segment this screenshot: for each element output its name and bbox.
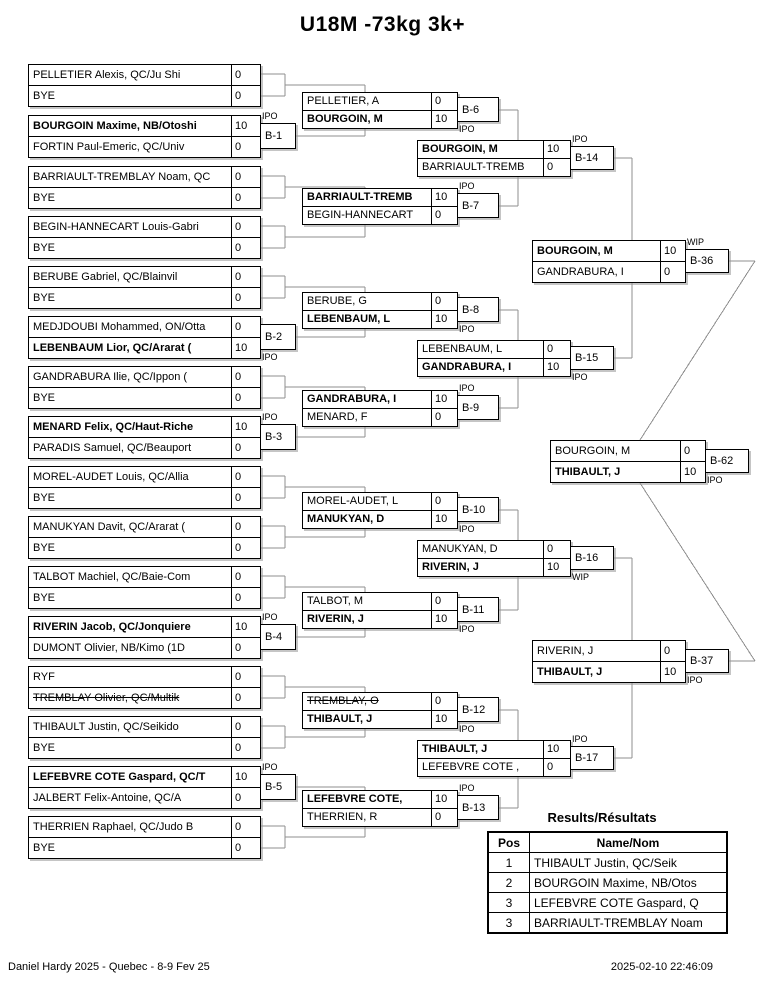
- match-box-round1-7: [28, 366, 261, 409]
- win-method-label: IPO: [572, 734, 588, 744]
- result-row: [488, 893, 727, 913]
- competitor-name: BYE: [33, 842, 56, 854]
- competitor-score: 0: [231, 388, 260, 408]
- match-number: B-36: [690, 255, 714, 267]
- competitor-name: RIVERIN Jacob, QC/Jonquiere: [33, 621, 191, 633]
- competitor-score: 0: [431, 207, 457, 224]
- win-method-label: IPO: [262, 352, 278, 362]
- competitor-score: 0: [231, 188, 260, 208]
- competitor-score: 0: [231, 738, 260, 758]
- competitor-name: TALBOT, M: [307, 595, 364, 607]
- competitor-name: RIVERIN, J: [307, 613, 364, 625]
- competitor-row: [418, 541, 570, 558]
- result-pos: 3: [488, 913, 530, 934]
- footer-timestamp: 2025-02-10 22:46:09: [610, 961, 713, 973]
- competitor-score: 10: [543, 741, 570, 758]
- competitor-score: 0: [431, 293, 457, 310]
- competitor-score: 0: [231, 317, 260, 337]
- competitor-row: [29, 85, 260, 106]
- competitor-score: 10: [660, 241, 685, 261]
- competitor-name: RYF: [33, 671, 55, 683]
- match-number-tag: [457, 795, 499, 820]
- match-number-tag: [260, 624, 296, 650]
- result-row: [488, 853, 727, 873]
- competitor-name: TREMBLAY, O: [307, 695, 379, 707]
- competitor-row: [29, 267, 260, 287]
- win-method-label: IPO: [459, 181, 475, 191]
- win-method-label: IPO: [262, 111, 278, 121]
- competitor-name: RIVERIN, J: [537, 645, 594, 657]
- competitor-score: 0: [231, 137, 260, 157]
- competitor-row: [29, 317, 260, 337]
- competitor-name: BYE: [33, 292, 56, 304]
- competitor-score: 0: [231, 86, 260, 106]
- competitor-score: 0: [231, 538, 260, 558]
- competitor-name: RIVERIN, J: [422, 561, 479, 573]
- competitor-row: [29, 337, 260, 358]
- competitor-score: 0: [431, 693, 457, 710]
- results-header-row: [488, 832, 727, 853]
- competitor-name: PARADIS Samuel, QC/Beauport: [33, 442, 192, 454]
- competitor-row: [29, 517, 260, 537]
- footer-credit: Daniel Hardy 2025 - Quebec - 8-9 Fev 25: [8, 961, 210, 973]
- competitor-name: MANUKYAN Davit, QC/Ararat (: [33, 521, 185, 533]
- result-row: [488, 913, 727, 934]
- connector-line: [640, 483, 755, 661]
- competitor-score: 0: [231, 717, 260, 737]
- competitor-row: [29, 65, 260, 85]
- result-pos: 3: [488, 893, 530, 913]
- competitor-row: [29, 817, 260, 837]
- competitor-score: 10: [543, 559, 570, 576]
- competitor-score: 0: [660, 641, 685, 661]
- competitor-name: PELLETIER, A: [307, 95, 380, 107]
- match-box-quarterfinals-2: [417, 340, 571, 377]
- competitor-score: 0: [231, 488, 260, 508]
- match-number: B-2: [265, 331, 283, 343]
- match-box-final-1: [550, 440, 706, 483]
- competitor-score: 0: [231, 667, 260, 687]
- competitor-name: JALBERT Felix-Antoine, QC/A: [33, 792, 182, 804]
- competitor-score: 0: [431, 493, 457, 510]
- competitor-score: 10: [431, 711, 457, 728]
- competitor-score: 0: [543, 541, 570, 558]
- competitor-row: [303, 610, 457, 628]
- competitor-name: BYE: [33, 392, 56, 404]
- competitor-row: [29, 417, 260, 437]
- competitor-row: [303, 189, 457, 206]
- competitor-score: 0: [231, 438, 260, 458]
- competitor-name: LEBENBAUM, L: [307, 313, 391, 325]
- results-title: Results/Résultats: [547, 810, 657, 825]
- match-number-tag: [457, 97, 499, 122]
- competitor-name: BOURGOIN, M: [555, 445, 631, 457]
- competitor-row: [303, 110, 457, 128]
- match-box-round2-6: [302, 592, 458, 629]
- competitor-score: 10: [431, 189, 457, 206]
- competitor-row: [29, 237, 260, 258]
- competitor-score: 0: [543, 341, 570, 358]
- match-box-round1-10: [28, 516, 261, 559]
- competitor-row: [303, 493, 457, 510]
- win-method-label: IPO: [459, 783, 475, 793]
- competitor-name: LEFEBVRE COTE Gaspard, QC/T: [33, 771, 206, 783]
- competitor-row: [29, 837, 260, 858]
- competitor-name: MENARD, F: [307, 411, 368, 423]
- win-method-label: IPO: [459, 324, 475, 334]
- competitor-row: [533, 241, 685, 261]
- competitor-name: MEDJDOUBI Mohammed, ON/Otta: [33, 321, 206, 333]
- result-name: BARRIAULT-TREMBLAY Noam: [530, 913, 728, 934]
- competitor-name: MOREL-AUDET Louis, QC/Allia: [33, 471, 189, 483]
- match-number: B-16: [575, 552, 599, 564]
- win-method-label: IPO: [459, 124, 475, 134]
- competitor-name: BERUBE, G: [307, 295, 367, 307]
- competitor-score: 0: [231, 638, 260, 658]
- competitor-name: LEBENBAUM, L: [422, 343, 503, 355]
- competitor-row: [303, 391, 457, 408]
- competitor-score: 0: [231, 817, 260, 837]
- competitor-row: [29, 487, 260, 508]
- match-box-round2-1: [302, 92, 458, 129]
- competitor-name: THERRIEN, R: [307, 811, 378, 823]
- match-number: B-11: [462, 603, 485, 616]
- competitor-score: 0: [231, 517, 260, 537]
- match-number: B-13: [462, 801, 486, 814]
- competitor-score: 0: [231, 567, 260, 587]
- competitor-score: 0: [231, 238, 260, 258]
- competitor-name: BYE: [33, 592, 56, 604]
- match-number-tag: [457, 497, 499, 522]
- competitor-row: [303, 710, 457, 728]
- match-number-tag: [570, 546, 614, 570]
- competitor-row: [551, 441, 705, 461]
- competitor-name: LEFEBVRE COTE ,: [422, 761, 520, 773]
- competitor-row: [551, 461, 705, 482]
- result-row: [488, 873, 727, 893]
- match-box-semifinals-2: [532, 640, 686, 683]
- match-number-tag: [570, 746, 614, 770]
- competitor-name: BARRIAULT-TREMBLAY Noam, QC: [33, 171, 211, 183]
- match-number-tag: [260, 424, 296, 450]
- competitor-row: [29, 387, 260, 408]
- competitor-score: 10: [431, 611, 457, 628]
- match-box-round1-4: [28, 216, 261, 259]
- competitor-score: 10: [543, 141, 570, 158]
- competitor-row: [303, 93, 457, 110]
- competitor-row: [303, 791, 457, 808]
- match-box-quarterfinals-4: [417, 740, 571, 777]
- competitor-score: 0: [231, 688, 260, 708]
- win-method-label: IPO: [687, 675, 703, 685]
- competitor-score: 0: [231, 788, 260, 808]
- competitor-name: MANUKYAN, D: [422, 543, 498, 555]
- competitor-row: [303, 408, 457, 426]
- competitor-row: [418, 341, 570, 358]
- match-box-round2-3: [302, 292, 458, 329]
- match-number: B-4: [265, 631, 283, 643]
- competitor-row: [29, 667, 260, 687]
- competitor-row: [303, 593, 457, 610]
- competitor-row: [29, 167, 260, 187]
- match-number: B-6: [462, 103, 480, 116]
- match-number: B-9: [462, 401, 480, 414]
- competitor-score: 0: [431, 593, 457, 610]
- competitor-row: [29, 116, 260, 136]
- match-number-tag: [457, 193, 499, 218]
- match-number-tag: [685, 249, 729, 273]
- competitor-score: 10: [431, 111, 457, 128]
- result-pos: 1: [488, 853, 530, 873]
- connector-line: [640, 261, 755, 440]
- match-number: B-1: [265, 130, 283, 142]
- competitor-name: MENARD Felix, QC/Haut-Riche: [33, 421, 194, 433]
- competitor-row: [303, 293, 457, 310]
- match-box-quarterfinals-1: [417, 140, 571, 177]
- competitor-row: [533, 261, 685, 282]
- competitor-row: [29, 767, 260, 787]
- competitor-row: [29, 467, 260, 487]
- competitor-score: 0: [431, 809, 457, 826]
- win-method-label: IPO: [572, 372, 588, 382]
- match-number: B-12: [462, 703, 486, 716]
- win-method-label: WIP: [572, 572, 589, 582]
- match-number-tag: [705, 449, 749, 473]
- result-pos: 2: [488, 873, 530, 893]
- competitor-name: TREMBLAY Olivier, QC/Multik: [33, 692, 180, 704]
- competitor-name: BOURGOIN Maxime, NB/Otoshi: [33, 120, 197, 132]
- competitor-name: LEBENBAUM Lior, QC/Ararat (: [33, 342, 192, 354]
- competitor-score: 10: [431, 391, 457, 408]
- match-box-round1-8: [28, 416, 261, 459]
- match-box-round1-14: [28, 716, 261, 759]
- competitor-score: 10: [231, 767, 260, 787]
- competitor-name: BYE: [33, 742, 56, 754]
- competitor-name: THIBAULT, J: [422, 743, 488, 755]
- competitor-name: BYE: [33, 192, 56, 204]
- match-number-tag: [260, 774, 296, 800]
- competitor-score: 0: [231, 167, 260, 187]
- competitor-row: [29, 136, 260, 157]
- match-box-semifinals-1: [532, 240, 686, 283]
- competitor-score: 0: [543, 159, 570, 176]
- competitor-row: [29, 187, 260, 208]
- competitor-row: [29, 367, 260, 387]
- competitor-name: MOREL-AUDET, L: [307, 495, 399, 507]
- win-method-label: IPO: [459, 383, 475, 393]
- match-number: B-8: [462, 303, 480, 316]
- competitor-score: 0: [660, 262, 685, 282]
- competitor-row: [29, 567, 260, 587]
- win-method-label: IPO: [459, 524, 475, 534]
- competitor-row: [29, 437, 260, 458]
- competitor-score: 10: [231, 338, 260, 358]
- win-method-label: IPO: [572, 134, 588, 144]
- competitor-score: 0: [680, 441, 705, 461]
- match-number: B-37: [690, 655, 714, 667]
- match-number-tag: [260, 324, 296, 350]
- competitor-score: 0: [231, 367, 260, 387]
- competitor-row: [29, 687, 260, 708]
- competitor-name: BERUBE Gabriel, QC/Blainvil: [33, 271, 178, 283]
- match-box-round1-11: [28, 566, 261, 609]
- competitor-row: [29, 637, 260, 658]
- result-name: THIBAULT Justin, QC/Seik: [530, 853, 728, 873]
- match-number: B-10: [462, 503, 486, 516]
- competitor-score: 0: [543, 759, 570, 776]
- competitor-name: GANDRABURA Ilie, QC/Ippon (: [33, 371, 188, 383]
- competitor-score: 10: [231, 417, 260, 437]
- match-box-round1-13: [28, 666, 261, 709]
- competitor-name: BOURGOIN, M: [307, 113, 383, 125]
- competitor-name: THERRIEN Raphael, QC/Judo B: [33, 821, 194, 833]
- competitor-name: MANUKYAN, D: [307, 513, 385, 525]
- competitor-row: [29, 787, 260, 808]
- match-box-round2-8: [302, 790, 458, 827]
- competitor-name: GANDRABURA, I: [422, 361, 512, 373]
- competitor-row: [418, 141, 570, 158]
- result-name: LEFEBVRE COTE Gaspard, Q: [530, 893, 728, 913]
- competitor-row: [303, 510, 457, 528]
- competitor-name: LEFEBVRE COTE,: [307, 793, 403, 805]
- competitor-row: [29, 287, 260, 308]
- match-box-round1-2: [28, 115, 261, 158]
- results-header-name: Name/Nom: [530, 832, 728, 853]
- competitor-row: [303, 206, 457, 224]
- competitor-name: DUMONT Olivier, NB/Kimo (1D: [33, 642, 185, 654]
- match-number-tag: [570, 146, 614, 170]
- results-header-pos: Pos: [488, 832, 530, 853]
- match-number-tag: [260, 123, 296, 149]
- match-number: B-15: [575, 352, 599, 364]
- competitor-name: FORTIN Paul-Emeric, QC/Univ: [33, 141, 185, 153]
- competitor-score: 0: [431, 93, 457, 110]
- competitor-row: [533, 661, 685, 682]
- match-number: B-14: [575, 152, 599, 164]
- competitor-score: 10: [231, 116, 260, 136]
- competitor-row: [418, 758, 570, 776]
- win-method-label: WIP: [687, 237, 704, 247]
- competitor-score: 0: [231, 467, 260, 487]
- match-box-round1-3: [28, 166, 261, 209]
- competitor-row: [29, 617, 260, 637]
- match-box-round2-7: [302, 692, 458, 729]
- competitor-row: [29, 587, 260, 608]
- match-box-round2-5: [302, 492, 458, 529]
- competitor-score: 10: [431, 791, 457, 808]
- competitor-score: 10: [431, 311, 457, 328]
- competitor-name: BYE: [33, 242, 56, 254]
- match-box-round1-9: [28, 466, 261, 509]
- match-number: B-3: [265, 431, 283, 443]
- competitor-row: [303, 310, 457, 328]
- competitor-name: BYE: [33, 492, 56, 504]
- competitor-score: 0: [231, 267, 260, 287]
- competitor-score: 0: [231, 838, 260, 858]
- win-method-label: IPO: [707, 475, 723, 485]
- match-number-tag: [457, 597, 499, 622]
- competitor-name: THIBAULT, J: [537, 666, 603, 678]
- match-number-tag: [457, 395, 499, 420]
- page-title: U18M -73kg 3k+: [299, 13, 466, 36]
- competitor-name: GANDRABURA, I: [537, 266, 624, 278]
- match-number-tag: [685, 649, 729, 673]
- match-number: B-17: [575, 752, 599, 764]
- match-number: B-7: [462, 199, 480, 212]
- competitor-row: [29, 537, 260, 558]
- match-box-round2-2: [302, 188, 458, 225]
- competitor-score: 10: [231, 617, 260, 637]
- match-number-tag: [457, 297, 499, 322]
- competitor-score: 0: [231, 217, 260, 237]
- match-box-round1-6: [28, 316, 261, 359]
- competitor-name: BARRIAULT-TREMB: [307, 191, 413, 203]
- competitor-name: BEGIN-HANNECART: [307, 209, 414, 221]
- match-box-quarterfinals-3: [417, 540, 571, 577]
- competitor-row: [533, 641, 685, 661]
- win-method-label: IPO: [262, 612, 278, 622]
- match-box-round1-1: [28, 64, 261, 107]
- win-method-label: IPO: [262, 762, 278, 772]
- competitor-name: TALBOT Machiel, QC/Baie-Com: [33, 571, 191, 583]
- match-number: B-5: [265, 781, 283, 793]
- match-box-round1-12: [28, 616, 261, 659]
- win-method-label: IPO: [262, 412, 278, 422]
- competitor-score: 0: [231, 288, 260, 308]
- competitor-score: 10: [543, 359, 570, 376]
- competitor-row: [29, 217, 260, 237]
- competitor-row: [303, 808, 457, 826]
- competitor-score: 10: [660, 662, 685, 682]
- competitor-name: BYE: [33, 542, 56, 554]
- competitor-name: BARRIAULT-TREMB: [422, 161, 525, 173]
- competitor-name: THIBAULT Justin, QC/Seikido: [33, 721, 179, 733]
- win-method-label: IPO: [459, 624, 475, 634]
- match-number-tag: [457, 697, 499, 722]
- results-table: [487, 831, 728, 934]
- result-name: BOURGOIN Maxime, NB/Otos: [530, 873, 728, 893]
- competitor-score: 0: [231, 588, 260, 608]
- competitor-name: THIBAULT, J: [307, 713, 373, 725]
- competitor-name: BEGIN-HANNECART Louis-Gabri: [33, 221, 199, 233]
- competitor-score: 10: [431, 511, 457, 528]
- competitor-score: 0: [431, 409, 457, 426]
- competitor-score: 10: [680, 462, 705, 482]
- competitor-row: [418, 158, 570, 176]
- competitor-row: [418, 741, 570, 758]
- competitor-row: [303, 693, 457, 710]
- competitor-row: [29, 717, 260, 737]
- competitor-name: BYE: [33, 90, 56, 102]
- match-number: B-62: [710, 455, 734, 467]
- match-box-round2-4: [302, 390, 458, 427]
- competitor-row: [418, 558, 570, 576]
- win-method-label: IPO: [459, 724, 475, 734]
- match-number-tag: [570, 346, 614, 370]
- competitor-score: 0: [231, 65, 260, 85]
- competitor-name: BOURGOIN, M: [422, 143, 498, 155]
- competitor-name: PELLETIER Alexis, QC/Ju Shi: [33, 69, 181, 81]
- match-box-round1-15: [28, 766, 261, 809]
- competitor-name: BOURGOIN, M: [537, 245, 613, 257]
- competitor-row: [418, 358, 570, 376]
- match-box-round1-16: [28, 816, 261, 859]
- competitor-name: THIBAULT, J: [555, 466, 621, 478]
- competitor-row: [29, 737, 260, 758]
- match-box-round1-5: [28, 266, 261, 309]
- competitor-name: GANDRABURA, I: [307, 393, 397, 405]
